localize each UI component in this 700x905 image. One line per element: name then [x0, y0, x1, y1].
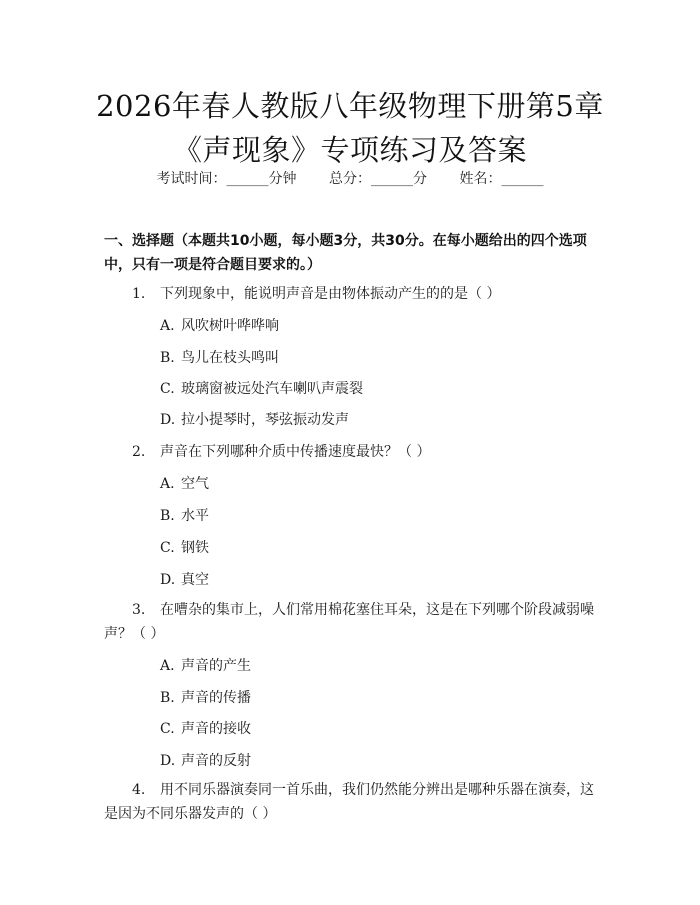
- question-number: 3.: [132, 602, 146, 618]
- question-number: 2.: [132, 444, 146, 460]
- question-2-option-b: [160, 505, 209, 525]
- option-text: 鸟儿在枝头鸣叫: [181, 350, 279, 366]
- exam-time-field: 考试时间：______分钟: [156, 171, 297, 187]
- option-text: 声音的接收: [181, 721, 251, 737]
- option-letter: B.: [160, 508, 175, 524]
- question-4: [104, 778, 602, 826]
- student-name-field: 姓名：______: [459, 171, 544, 187]
- question-text: 用不同乐器演奏同一首乐曲，我们仍然能分辨出是哪种乐器在演奏，这是因为不同乐器发声的（ ）: [104, 782, 594, 822]
- option-letter: D.: [160, 412, 176, 428]
- question-3-option-c: [160, 718, 251, 738]
- question-1-option-a: [160, 315, 279, 335]
- question-3-option-a: [160, 655, 251, 675]
- option-letter: C.: [160, 540, 175, 556]
- option-letter: C.: [160, 721, 175, 737]
- option-letter: B.: [160, 350, 175, 366]
- option-text: 风吹树叶哗哗响: [181, 318, 279, 334]
- option-letter: A.: [160, 476, 175, 492]
- option-text: 钢铁: [181, 540, 209, 556]
- question-1-option-b: [160, 347, 279, 367]
- question-2-option-a: [160, 473, 209, 493]
- page-title: 2026年春人教版八年级物理下册第5章《声现象》专项练习及答案: [96, 89, 604, 167]
- question-number: 4.: [132, 782, 146, 798]
- option-text: 玻璃窗被远处汽车喇叭声震裂: [181, 381, 363, 397]
- question-number: 1.: [132, 286, 146, 302]
- option-letter: B.: [160, 690, 175, 706]
- exam-info-line: [0, 168, 700, 188]
- option-text: 声音的反射: [181, 753, 251, 769]
- option-text: 声音的传播: [181, 690, 251, 706]
- question-2-option-c: [160, 537, 209, 557]
- section-heading: 一、选择题（本题共10小题，每小题3分，共30分。在每小题给出的四个选项中，只有一项是符合题目要求的。）: [104, 233, 587, 273]
- question-text: 下列现象中，能说明声音是由物体振动产生的的是（ ）: [160, 286, 501, 302]
- option-letter: A.: [160, 318, 175, 334]
- question-3-option-d: [160, 750, 251, 770]
- question-1-option-c: [160, 378, 363, 398]
- question-3: [104, 598, 602, 646]
- question-1: [132, 283, 500, 303]
- option-letter: A.: [160, 658, 175, 674]
- option-text: 水平: [181, 508, 209, 524]
- question-text: 在嘈杂的集市上，人们常用棉花塞住耳朵，这是在下列哪个阶段减弱噪声？（ ）: [104, 602, 594, 642]
- option-text: 拉小提琴时，琴弦振动发声: [181, 412, 349, 428]
- question-2-option-d: [160, 569, 209, 589]
- option-text: 真空: [181, 572, 209, 588]
- option-letter: D.: [160, 572, 176, 588]
- total-score-field: 总分：______分: [329, 171, 427, 187]
- option-text: 声音的产生: [181, 658, 251, 674]
- question-2: [132, 441, 430, 461]
- question-text: 声音在下列哪种介质中传播速度最快？（ ）: [160, 444, 431, 460]
- option-letter: D.: [160, 753, 176, 769]
- option-letter: C.: [160, 381, 175, 397]
- option-text: 空气: [181, 476, 209, 492]
- question-3-option-b: [160, 687, 251, 707]
- question-1-option-d: [160, 409, 349, 429]
